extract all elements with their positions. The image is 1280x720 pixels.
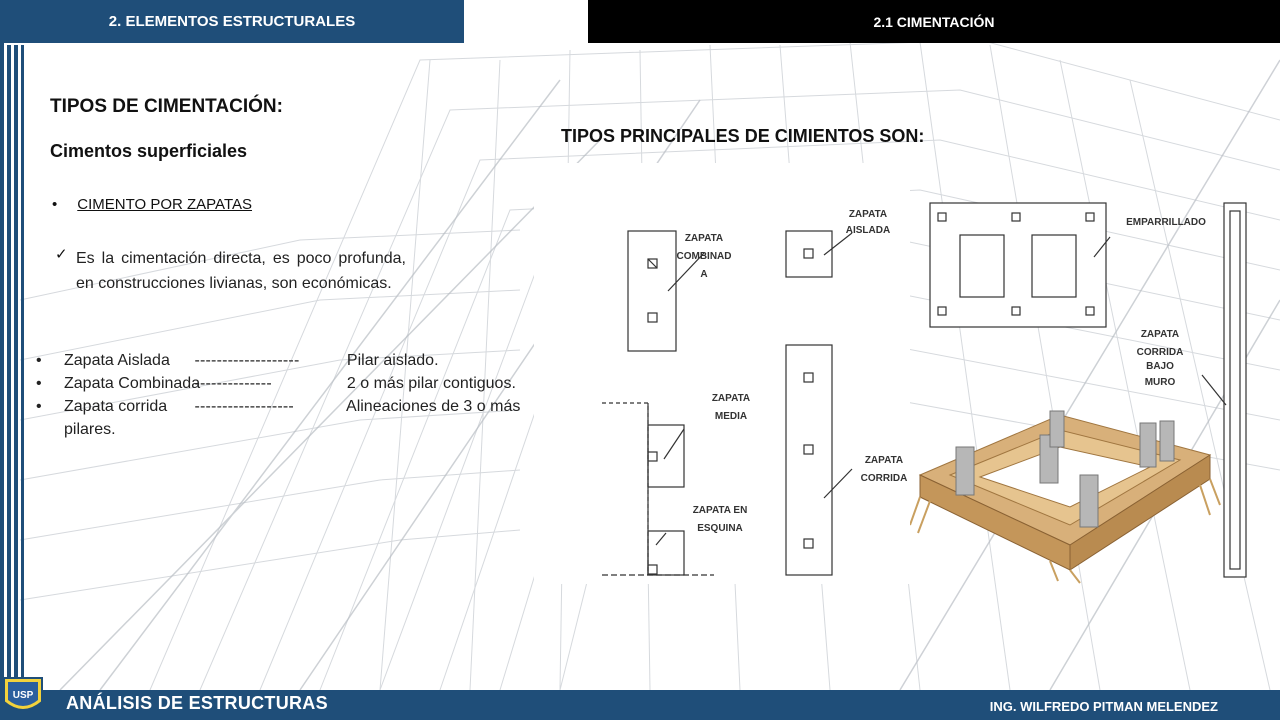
figure-title: TIPOS PRINCIPALES DE CIMIENTOS SON: xyxy=(561,126,925,146)
description-paragraph: Es la cimentación directa, es poco profunda, en construcciones livianas, son económicas. xyxy=(76,250,406,292)
label-corrida-line2: CORRIDA xyxy=(860,473,908,484)
foundation-plan-drawing xyxy=(534,163,910,584)
label-corrida-muro-line1: ZAPATA xyxy=(1140,329,1180,340)
list-item: • Zapata Combinada -------------- 2 o más pilar contiguos. xyxy=(36,372,546,395)
label-emparrillado: EMPARRILLADO xyxy=(1126,217,1206,228)
author-name: ING. WILFREDO PITMAN MELENDEZ xyxy=(989,699,1218,714)
left-decorative-stripes xyxy=(0,0,26,690)
foundation-diagram xyxy=(534,163,910,584)
label-media-line2: MEDIA xyxy=(714,411,748,422)
list-item: • Zapata corrida ------------------ Alineaciones de 3 o más xyxy=(36,395,546,418)
foundation-3d-render xyxy=(910,411,1220,583)
label-corrida-line1: ZAPATA xyxy=(864,455,904,466)
list-item: • Zapata Aislada ------------------- Pilar aislado. xyxy=(36,349,546,372)
check-icon: ✓ xyxy=(55,246,68,263)
label-media-line1: ZAPATA xyxy=(711,393,751,404)
bullet-item-label: CIMENTO POR ZAPATAS xyxy=(77,196,253,213)
label-corrida-muro-line2: CORRIDA xyxy=(1136,347,1184,358)
list-item-continuation: pilares. xyxy=(64,421,116,438)
subsection-header: 2.1 CIMENTACIÓN xyxy=(588,0,1280,43)
label-esquina-line2: ESQUINA xyxy=(697,523,743,534)
label-corrida-muro-line3: BAJO xyxy=(1146,361,1174,372)
label-combinada-line2: COMBINAD xyxy=(676,251,732,262)
label-corrida-muro-line4: MURO xyxy=(1144,377,1176,388)
page-heading: TIPOS DE CIMENTACIÓN: xyxy=(50,96,283,117)
foundation-3d-and-grid-drawing xyxy=(910,185,1255,584)
label-esquina-line1: ZAPATA EN xyxy=(692,505,748,516)
university-logo xyxy=(2,672,44,718)
label-combinada-line3: A xyxy=(700,269,708,280)
svg-text:USP: USP xyxy=(12,690,34,701)
course-title: ANÁLISIS DE ESTRUCTURAS xyxy=(66,693,328,713)
label-combinada-line1: ZAPATA xyxy=(684,233,724,244)
bullet-item: • CIMENTO POR ZAPATAS xyxy=(52,196,253,213)
section-header: 2. ELEMENTOS ESTRUCTURALES xyxy=(0,0,464,43)
label-aislada-line2: AISLADA xyxy=(845,225,891,236)
label-aislada-line1: ZAPATA xyxy=(848,209,888,220)
zapata-type-list xyxy=(36,349,546,441)
page-subheading: Cimentos superficiales xyxy=(50,141,248,161)
